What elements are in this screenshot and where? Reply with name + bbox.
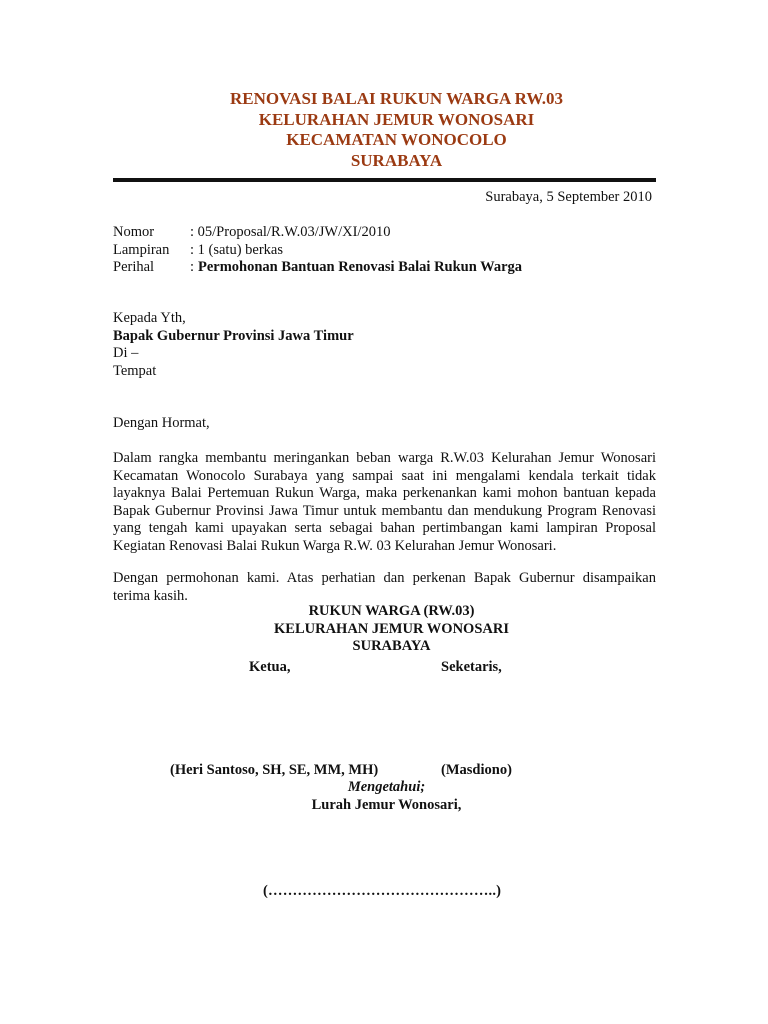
perihal-label: Perihal bbox=[113, 259, 155, 275]
signatory-secretary: (Masdiono) bbox=[441, 762, 512, 778]
acknowledgement-label: Mengetahui; bbox=[347, 779, 426, 795]
meta-row-nomor bbox=[113, 224, 522, 242]
heading-line-2: KELURAHAN JEMUR WONOSARI bbox=[258, 109, 535, 129]
role-secretary: Seketaris, bbox=[441, 659, 502, 675]
org-line-1: RUKUN WARGA (RW.03) bbox=[308, 603, 475, 619]
nomor-value: : 05/Proposal/R.W.03/JW/XI/2010 bbox=[190, 224, 391, 240]
meta-row-perihal bbox=[113, 259, 522, 277]
lampiran-label: Lampiran bbox=[113, 241, 170, 258]
heading-line-3: KECAMATAN WONOCOLO bbox=[286, 130, 507, 149]
recipient-place-prefix: Di – bbox=[113, 345, 139, 361]
heading-line-4: SURABAYA bbox=[350, 150, 443, 170]
org-line-2: KELURAHAN JEMUR WONOSARI bbox=[274, 620, 509, 637]
recipient-block bbox=[113, 310, 354, 380]
heading-line-1: RENOVASI BALAI RUKUN WARGA RW.03 bbox=[229, 89, 564, 108]
meta-row-lampiran bbox=[113, 242, 522, 260]
letter-meta bbox=[113, 224, 522, 277]
letter-heading bbox=[0, 89, 768, 171]
recipient-name: Bapak Gubernur Provinsi Jawa Timur bbox=[113, 327, 354, 344]
signatory-chairman: (Heri Santoso, SH, SE, MM, MH) bbox=[170, 762, 379, 778]
greeting: Dengan Hormat, bbox=[113, 415, 210, 431]
org-line-3: SURABAYA bbox=[352, 638, 431, 654]
letter-date: Surabaya, 5 September 2010 bbox=[485, 189, 652, 205]
perihal-colon: : bbox=[190, 259, 195, 275]
body-paragraph: Dalam rangka membantu meringankan beban warga R.W.03 Kelurahan Jemur Wonosari Kecamatan Wonocolo Surabaya yang sampai saat ini mengalami kendala terkait tidak layaknya Balai Pertemuan Rukun Warga, maka perkenankan kami mohon bantuan kepada Bapak Gubernur Provinsi Jawa Timur untuk membantu dan mendukung Program Renovasi yang tengah kami upayakan serta sebagai bahan pertimbangan kami lampiran Proposal Kegiatan Renovasi Balai Rukun Warga R.W. 03 Kelurahan Jemur Wonosari. bbox=[113, 450, 656, 554]
nomor-label: Nomor bbox=[113, 224, 155, 240]
acknowledgement-title: Lurah Jemur Wonosari, bbox=[311, 796, 462, 813]
recipient-place: Tempat bbox=[113, 362, 157, 379]
lurah-signature-placeholder: (………………………………………..) bbox=[263, 883, 502, 899]
closing-paragraph: Dengan permohonan kami. Atas perhatian dan perkenan Bapak Gubernur disampaikan terima kasih. bbox=[113, 570, 656, 604]
recipient-salutation: Kepada Yth, bbox=[113, 310, 186, 326]
heading-divider bbox=[113, 178, 656, 182]
lampiran-value: : 1 (satu) berkas bbox=[190, 241, 284, 258]
role-chairman: Ketua, bbox=[249, 659, 291, 675]
organization-block bbox=[0, 603, 768, 656]
acknowledgement-block bbox=[0, 779, 768, 814]
perihal-value: Permohonan Bantuan Renovasi Balai Rukun Warga bbox=[198, 259, 523, 275]
